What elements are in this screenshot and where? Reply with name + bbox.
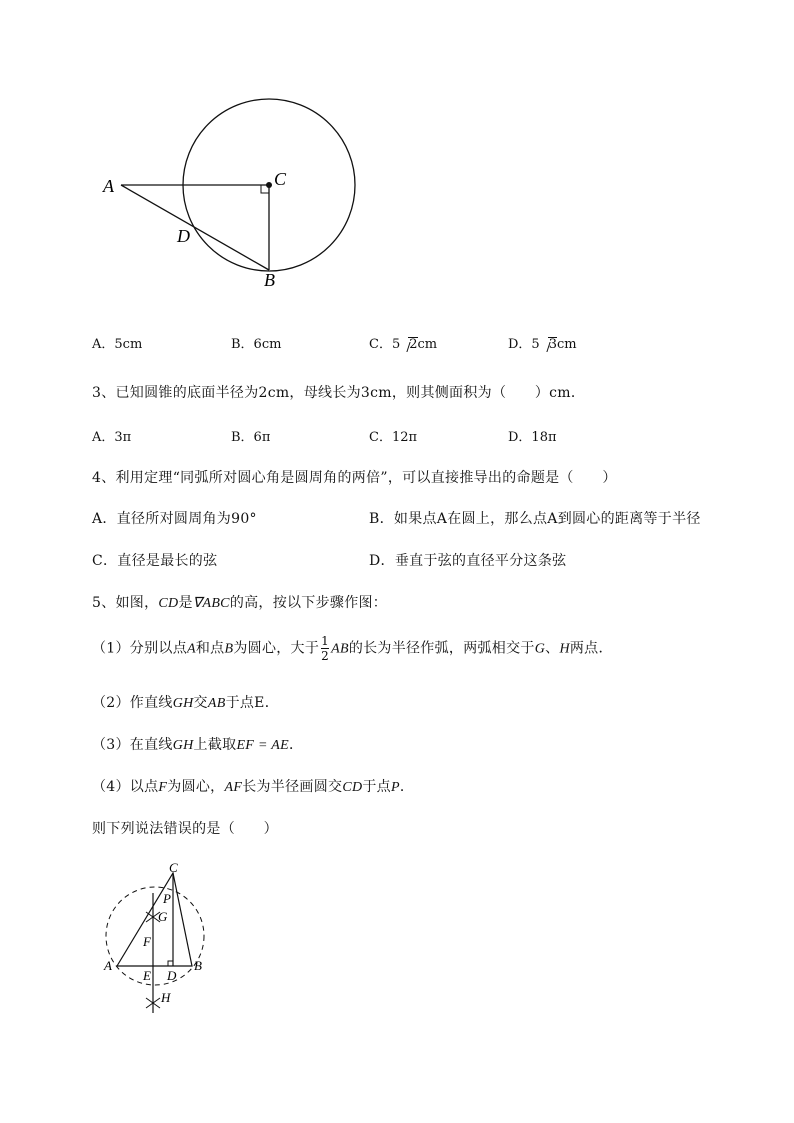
q3-option-b: B．6π [231, 430, 271, 445]
q2-option-c-prefix: C．5 [369, 337, 401, 352]
label-c: C [274, 169, 287, 189]
step1-text-c: 为圆心，大于 [233, 640, 320, 657]
fig2-label-p: P [163, 891, 171, 906]
dashed-circle-f [106, 887, 204, 985]
q2-option-d-prefix: D．5 [508, 337, 540, 352]
q4-option-b: B．如果点A在圆上，那么点A到圆心的距离等于半径 [369, 511, 701, 527]
label-a: A [103, 176, 114, 196]
step2-segment-ab: AB [207, 696, 226, 711]
q3-option-c: C．12π [369, 430, 418, 445]
q2-option-c-unit: cm [417, 337, 438, 352]
q5-closing: 则下列说法错误的是（ ） [92, 821, 278, 837]
fig2-label-h: H [161, 990, 171, 1005]
step3-text-a: （3）在直线 [92, 737, 173, 753]
step4-text-e: ． [399, 779, 415, 795]
q3-option-d: D．18π [508, 430, 557, 445]
step3-text-b: 上截取 [193, 737, 237, 753]
q5-stem-mid: 是 [178, 595, 193, 611]
step4-text-b: 为圆心， [167, 779, 225, 795]
q5-stem-cd: CD [158, 596, 179, 611]
sqrt-2: 2 [409, 337, 418, 352]
figure-construction [0, 855, 300, 1025]
fig2-label-e: E [143, 968, 151, 983]
label-d: D [177, 226, 190, 246]
q2-option-b: B．6cm [231, 337, 282, 352]
fraction-numerator: 1 [321, 634, 330, 648]
step4-segment-cd: CD [342, 780, 363, 795]
fraction-denominator: 2 [321, 649, 330, 663]
q5-step-2 [92, 692, 279, 712]
q5-stem-suffix: 的高，按以下步骤作图： [229, 595, 388, 611]
fig2-label-f: F [143, 934, 151, 949]
figure-circle-tangent [0, 0, 794, 300]
step1-point-a: A [187, 641, 196, 657]
step1-point-h: H [559, 641, 570, 657]
q4-option-c: C．直径是最长的弦 [92, 553, 218, 569]
step1-segment-ab: AB [331, 641, 349, 657]
fig2-label-c: C [169, 860, 178, 875]
step2-line-gh: GH [172, 696, 194, 711]
fig2-label-g: G [158, 909, 168, 924]
step3-line-gh: GH [172, 738, 194, 753]
triangle-abc [117, 873, 192, 966]
step1-text-f: 两点． [569, 640, 613, 657]
q4-option-a: A．直径所对圆周角为90° [92, 511, 257, 527]
fig2-label-b: B [194, 958, 202, 973]
q5-stem [92, 592, 387, 612]
step4-text-d: 于点 [362, 779, 391, 795]
center-dot [266, 182, 272, 188]
label-b: B [264, 270, 275, 290]
step4-point-f: F [158, 780, 168, 795]
step4-point-p: P [390, 780, 400, 795]
fraction-half [321, 634, 329, 663]
step1-text-d: 的长为半径作弧，两弧相交于 [348, 640, 535, 657]
step4-text-a: （4）以点 [92, 779, 159, 795]
step3-equation: EF = AE [236, 738, 289, 753]
q4-option-d: D．垂直于弦的直径平分这条弦 [369, 553, 567, 569]
fig2-label-d: D [167, 968, 177, 983]
step4-text-c: 长为半径画圆交 [242, 779, 343, 795]
q5-stem-triangle: ∇ABC [192, 596, 230, 611]
step3-text-c: ． [288, 737, 304, 753]
q2-option-d [508, 333, 577, 352]
q2-option-c [369, 333, 437, 352]
q2-option-d-unit: cm [556, 337, 577, 352]
step1-text-e: 、 [545, 640, 560, 657]
step1-text-b: 和点 [195, 640, 225, 657]
step2-text-b: 交 [193, 695, 208, 711]
q3-stem: 3、已知圆锥的底面半径为2cm，母线长为3cm，则其侧面积为（ ）cm． [92, 385, 586, 401]
fig2-label-a: A [104, 958, 112, 973]
q4-stem: 4、利用定理“同弧所对圆心角是圆周角的两倍”，可以直接推导出的命题是（ ） [92, 470, 617, 486]
q5-step-1 [92, 634, 613, 663]
step1-point-b: B [224, 641, 234, 657]
q3-option-a: A．3π [92, 430, 132, 445]
q2-option-a: A．5cm [92, 337, 143, 352]
step4-segment-af: AF [224, 780, 243, 795]
step1-text-a: （1）分别以点 [92, 640, 188, 657]
step1-point-g: G [534, 641, 546, 657]
sqrt-3: 3 [548, 337, 557, 352]
q5-step-3 [92, 734, 303, 754]
q5-stem-prefix: 5、如图， [92, 595, 159, 611]
step2-text-a: （2）作直线 [92, 695, 173, 711]
q5-step-4 [92, 776, 414, 796]
segment-ab [121, 185, 269, 270]
step2-text-c: 于点E． [225, 695, 279, 711]
right-angle-mark-d [168, 961, 173, 966]
